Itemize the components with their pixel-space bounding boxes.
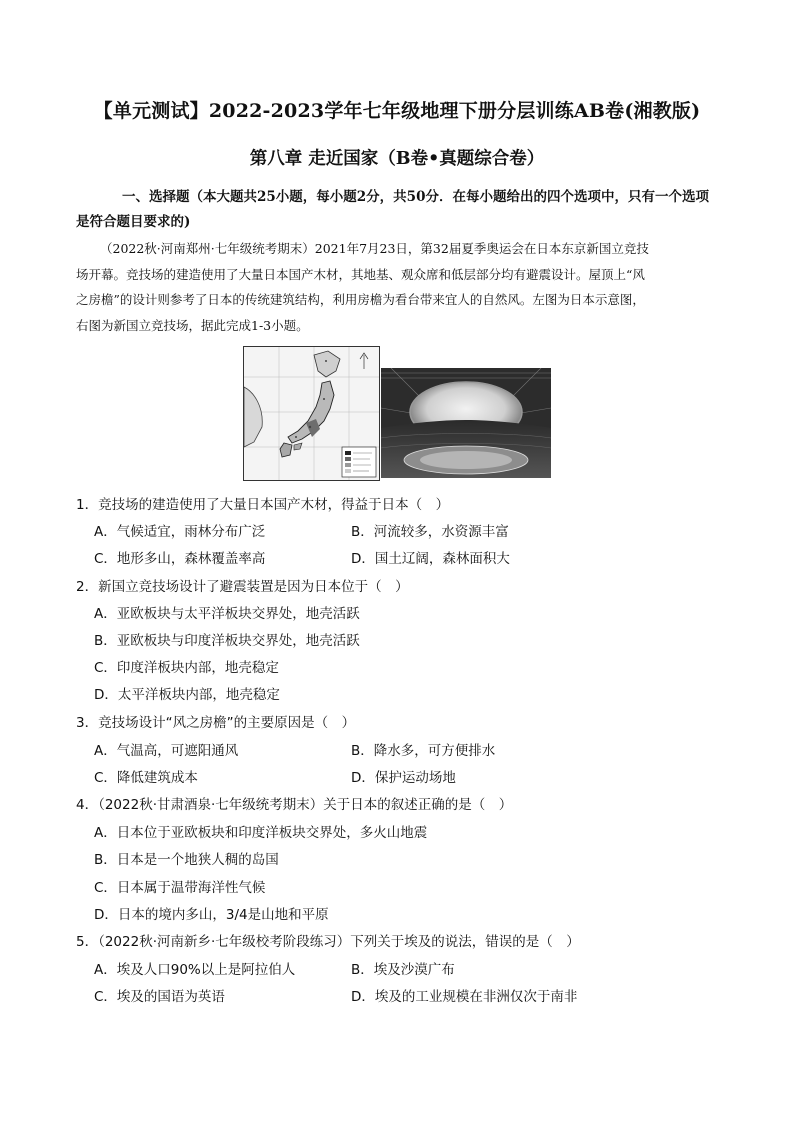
answer-option[interactable]: C．日本属于温带海洋性气候 xyxy=(94,880,266,896)
stadium-photo xyxy=(381,368,551,478)
stadium-photo-drawing xyxy=(381,368,551,478)
answer-option[interactable]: B．河流较多，水资源丰富 xyxy=(351,524,509,540)
answer-option[interactable]: C．降低建筑成本 xyxy=(94,770,198,786)
question-stem: 3．竞技场设计“风之房檐”的主要原因是（ ） xyxy=(76,715,356,731)
figure-pair xyxy=(243,346,553,481)
answer-option[interactable]: A．日本位于亚欧板块和印度洋板块交界处，多火山地震 xyxy=(94,825,428,841)
answer-option[interactable]: B．亚欧板块与印度洋板块交界处，地壳活跃 xyxy=(94,633,360,649)
answer-option[interactable]: A．埃及人口90%以上是阿拉伯人 xyxy=(94,962,296,978)
answer-option[interactable]: D．埃及的工业规模在非洲仅次于南非 xyxy=(351,989,578,1005)
answer-option[interactable]: A．亚欧板块与太平洋板块交界处，地壳活跃 xyxy=(94,606,360,622)
answer-option[interactable]: A．气候适宜，雨林分布广泛 xyxy=(94,524,266,540)
section-heading-line-1: 一、选择题（本大题共25小题，每小题2分，共50分．在每小题给出的四个选项中，只有一个选项 xyxy=(122,189,709,205)
japan-map-drawing xyxy=(244,347,379,480)
answer-option[interactable]: D．日本的境内多山，3/4是山地和平原 xyxy=(94,907,329,923)
section-heading xyxy=(76,185,726,235)
japan-map-image xyxy=(243,346,380,481)
answer-option[interactable]: D．国土辽阔，森林面积大 xyxy=(351,551,510,567)
question-stem: 4．（2022秋·甘肃酒泉·七年级统考期末）关于日本的叙述正确的是（ ） xyxy=(76,797,513,813)
reading-passage xyxy=(76,236,726,338)
answer-option[interactable]: D．太平洋板块内部，地壳稳定 xyxy=(94,687,280,703)
answer-option[interactable]: B．埃及沙漠广布 xyxy=(351,962,455,978)
answer-option[interactable]: C．地形多山，森林覆盖率高 xyxy=(94,551,266,567)
answer-option[interactable]: D．保护运动场地 xyxy=(351,770,456,786)
answer-option[interactable]: B．日本是一个地狭人稠的岛国 xyxy=(94,852,279,868)
chapter-subtitle: 第八章 走近国家（B卷•真题综合卷） xyxy=(249,149,545,169)
answer-option[interactable]: A．气温高，可遮阳通风 xyxy=(94,743,239,759)
passage-line: 右图为新国立竞技场，据此完成1-3小题。 xyxy=(76,317,309,333)
question-stem: 1．竞技场的建造使用了大量日本国产木材，得益于日本（ ） xyxy=(76,497,450,513)
passage-line: （2022秋·河南郑州·七年级统考期末）2021年7月23日，第32届夏季奥运会在日本东京新国立竞技 xyxy=(100,241,649,256)
document-title: 【单元测试】2022-2023学年七年级地理下册分层训练AB卷(湘教版) xyxy=(93,100,701,122)
passage-line: 之房檐”的设计则参考了日本的传统建筑结构，利用房檐为看台带来宜人的自然风。左图为日本示意图， xyxy=(76,292,645,307)
answer-option[interactable]: B．降水多，可方便排水 xyxy=(351,743,496,759)
answer-option[interactable]: C．印度洋板块内部，地壳稳定 xyxy=(94,660,279,676)
section-heading-line-2: 是符合题目要求的) xyxy=(76,214,191,230)
answer-option[interactable]: C．埃及的国语为英语 xyxy=(94,989,225,1005)
question-stem: 2．新国立竞技场设计了避震装置是因为日本位于（ ） xyxy=(76,579,409,595)
question-stem: 5．（2022秋·河南新乡·七年级校考阶段练习）下列关于埃及的说法，错误的是（ ） xyxy=(76,934,580,950)
passage-line: 场开幕。竞技场的建造使用了大量日本国产木材，其地基、观众席和低层部分均有避震设计。屋顶上“风 xyxy=(76,266,645,282)
